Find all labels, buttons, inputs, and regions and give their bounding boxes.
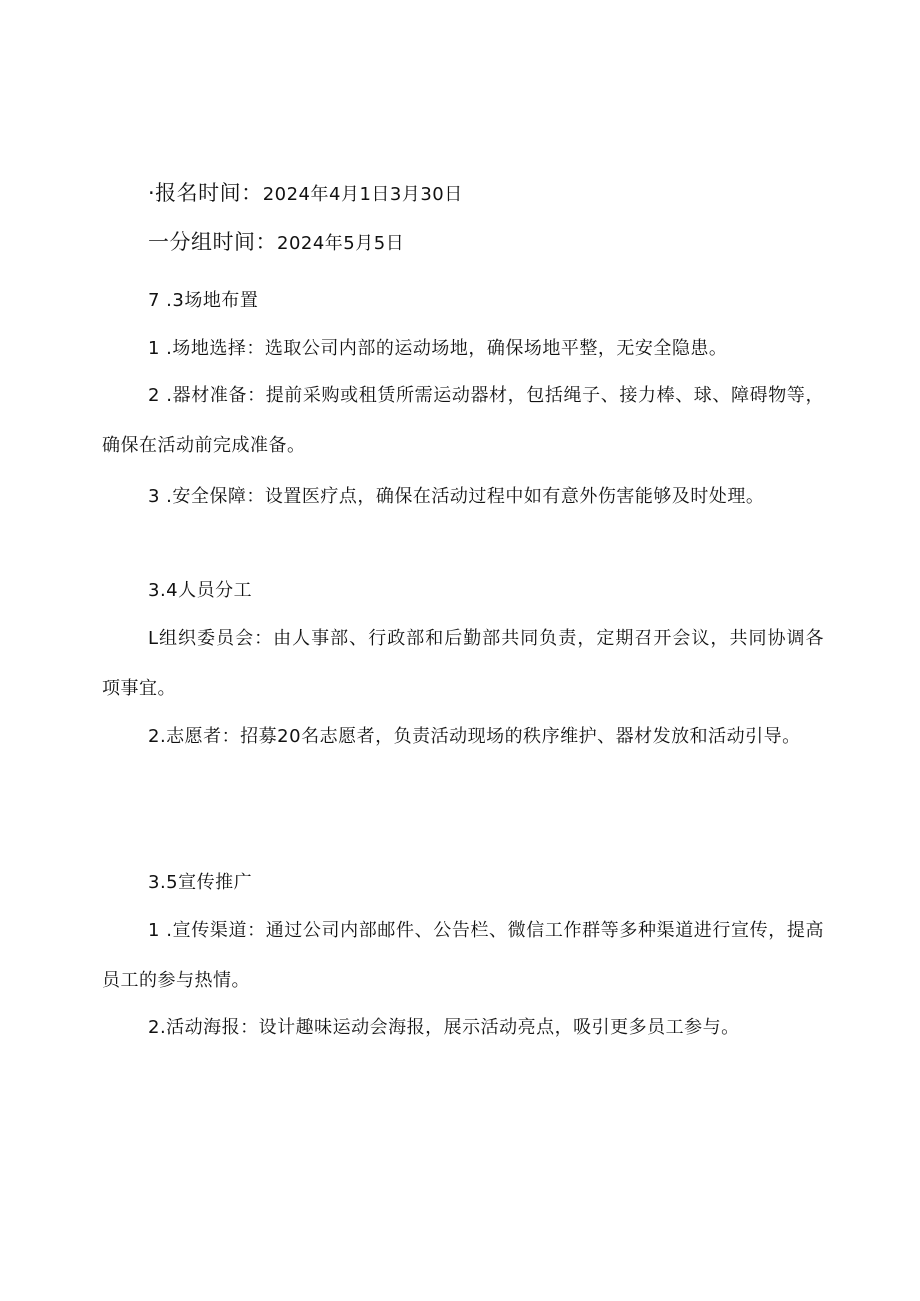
section-heading-venue: 7 .3场地布置: [148, 290, 259, 311]
section-heading-promotion: 3.5宣传推广: [148, 872, 253, 893]
registration-time-value: 2024年4月1日3月30日: [262, 184, 463, 205]
promotion-item-channels: 1 .宣传渠道：通过公司内部邮件、公告栏、微信工作群等多种渠道进行宣传，提高员工的参与热情。: [102, 920, 824, 991]
grouping-time-line: [148, 230, 404, 256]
venue-item-site-selection: 1 .场地选择：选取公司内部的运动场地，确保场地平整，无安全隐患。: [148, 338, 728, 359]
grouping-time-value: 2024年5月5日: [277, 233, 405, 254]
registration-time-label: ·报名时间：: [148, 181, 263, 205]
section-heading-staffing: 3.4人员分工: [148, 580, 253, 601]
venue-item-safety: 3 .安全保障：设置医疗点，确保在活动过程中如有意外伤害能够及时处理。: [148, 486, 765, 507]
registration-time-line: [148, 181, 463, 207]
staffing-item-committee: L组织委员会：由人事部、行政部和后勤部共同负责，定期召开会议，共同协调各项事宜。: [102, 628, 824, 699]
promotion-item-poster: 2.活动海报：设计趣味运动会海报，展示活动亮点，吸引更多员工参与。: [148, 1017, 740, 1038]
venue-item-equipment: 2 .器材准备：提前采购或租赁所需运动器材，包括绳子、接力棒、球、障碍物等，确保在活动前完成准备。: [102, 385, 824, 456]
grouping-time-label: 一分组时间：: [148, 230, 277, 254]
staffing-item-volunteers: 2.志愿者：招募20名志愿者，负责活动现场的秩序维护、器材发放和活动引导。: [148, 726, 801, 747]
